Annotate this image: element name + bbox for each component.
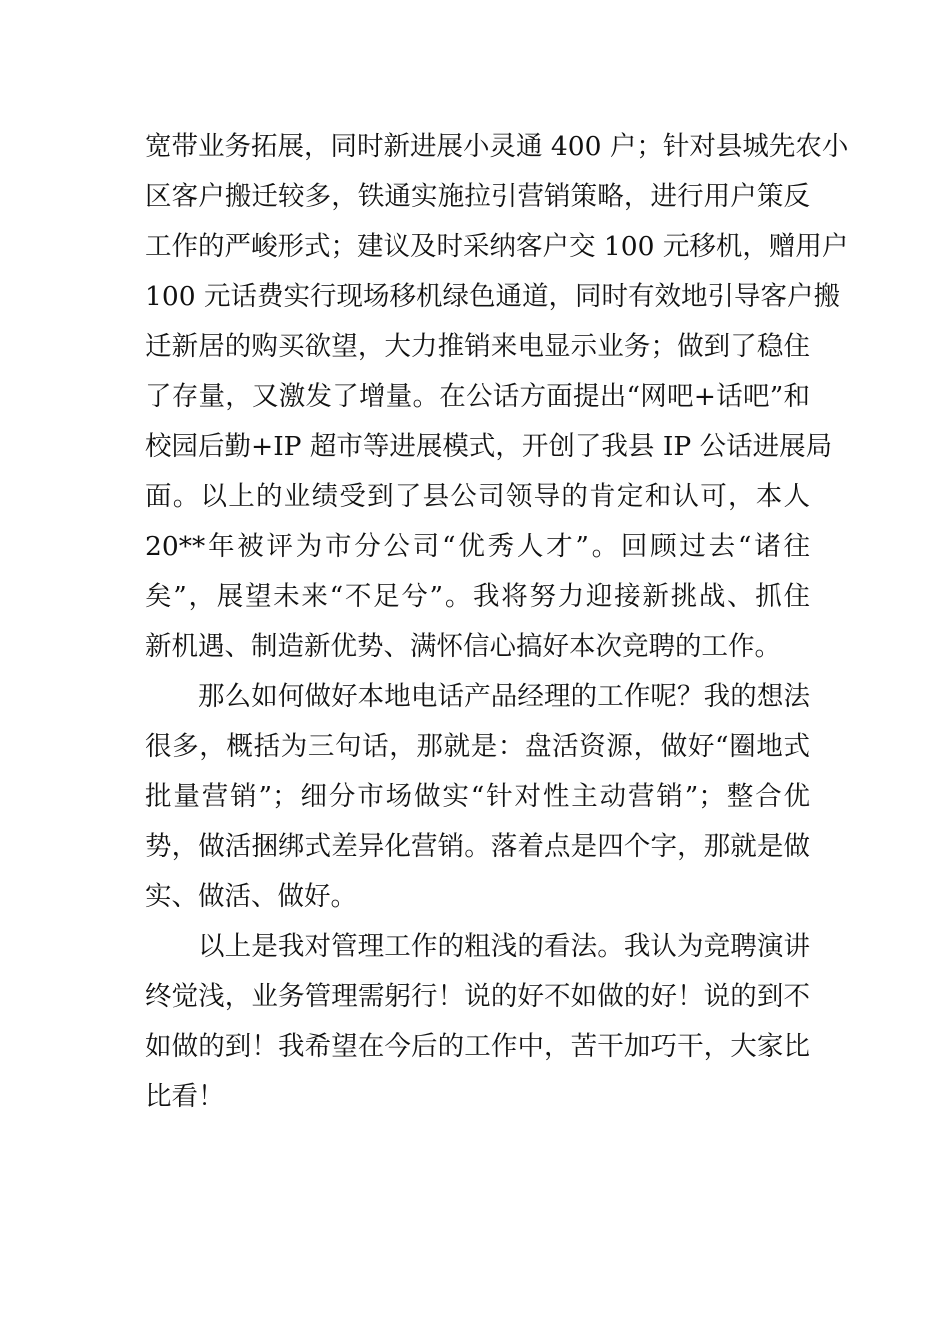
text-line: 宽带业务拓展，同时新进展小灵通 400 户；针对县城先农小 (145, 131, 849, 162)
text-line: 工作的严峻形式；建议及时采纳客户交 100 元移机，赠用户 (145, 231, 849, 262)
text-line: 区客户搬迁较多，铁通实施拉引营销策略，进行用户策反 (145, 181, 810, 212)
document-body (145, 122, 849, 1122)
text-line: 校园后勤+IP 超市等进展模式，开创了我县 IP 公话进展局 (145, 431, 833, 462)
paragraph-3 (145, 922, 810, 1122)
text-line: 终觉浅，业务管理需躬行！说的好不如做的好！说的到不 (145, 981, 810, 1012)
text-line: 20**年被评为市分公司“优秀人才”。回顾过去“诸往 (145, 531, 810, 562)
paragraph-2 (145, 672, 810, 922)
text-line: 了存量，又激发了增量。在公话方面提出“网吧+话吧”和 (145, 381, 810, 412)
text-line: 比看！ (145, 1081, 225, 1112)
text-line: 批量营销”；细分市场做实“针对性主动营销”；整合优 (145, 781, 810, 812)
text-line: 那么如何做好本地电话产品经理的工作呢？我的想法 (198, 681, 810, 712)
text-line: 实、做活、做好。 (145, 881, 357, 912)
text-line: 很多，概括为三句话，那就是：盘活资源，做好“圈地式 (145, 731, 810, 762)
text-line: 如做的到！我希望在今后的工作中，苦干加巧干，大家比 (145, 1031, 810, 1062)
text-line: 迁新居的购买欲望，大力推销来电显示业务；做到了稳住 (145, 331, 810, 362)
text-line: 以上是我对管理工作的粗浅的看法。我认为竞聘演讲 (198, 931, 810, 962)
text-line: 面。以上的业绩受到了县公司领导的肯定和认可，本人 (145, 481, 810, 512)
text-line: 新机遇、制造新优势、满怀信心搞好本次竞聘的工作。 (145, 631, 781, 662)
text-line: 100 元话费实行现场移机绿色通道，同时有效地引导客户搬 (145, 281, 841, 312)
text-line: 势，做活捆绑式差异化营销。落着点是四个字，那就是做 (145, 831, 810, 862)
paragraph-1 (145, 122, 849, 672)
text-line: 矣”，展望未来“不足兮”。我将努力迎接新挑战、抓住 (145, 581, 810, 612)
